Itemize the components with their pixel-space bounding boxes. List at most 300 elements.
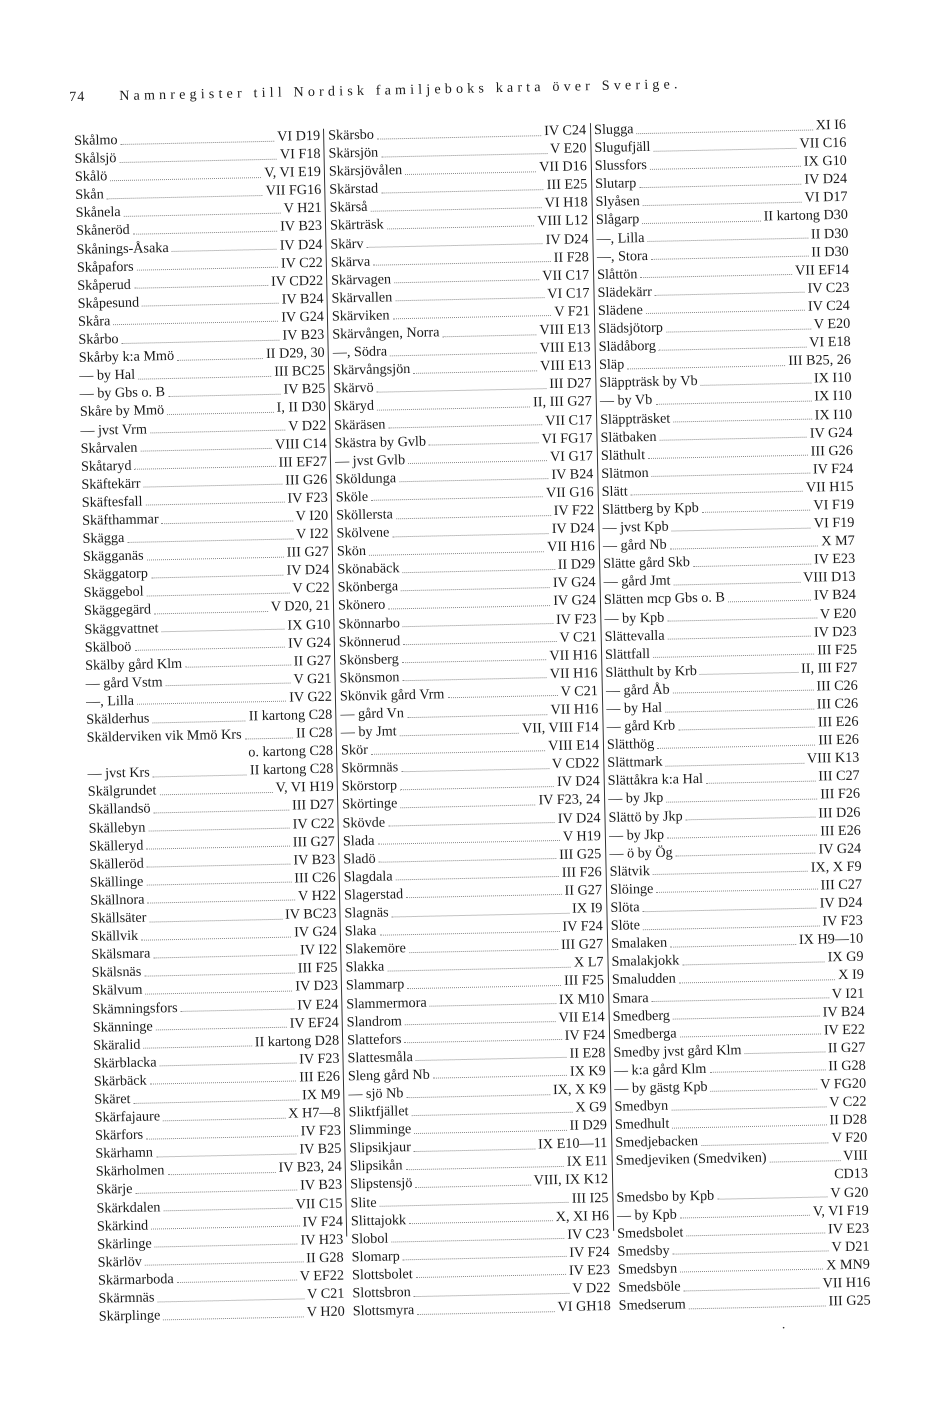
entry-map-reference: III G26	[285, 471, 328, 489]
entry-map-reference: o. kartong C28	[248, 742, 334, 761]
entry-map-reference: IV B23	[279, 218, 323, 236]
entry-name: Skärmarboda	[97, 1271, 174, 1289]
leader-dots	[142, 301, 279, 307]
leader-dots	[686, 1231, 825, 1237]
leader-dots	[367, 241, 543, 248]
entry-name: Slätmon	[601, 464, 649, 482]
leader-dots	[146, 1133, 298, 1139]
entry-name: Släthult	[600, 446, 646, 464]
entry-name: Skåpafors	[76, 258, 134, 276]
entry-map-reference: III BC25	[274, 362, 326, 381]
entry-name: Sleng gård Nb	[347, 1066, 430, 1085]
entry-map-reference: VII C15	[295, 1195, 343, 1213]
entry-map-reference: IV B23, 24	[278, 1158, 342, 1177]
leader-dots	[145, 500, 284, 506]
entry-name: Slädåborg	[598, 337, 657, 356]
entry-name: Skärva	[330, 253, 371, 271]
leader-dots	[146, 844, 290, 850]
leader-dots	[728, 598, 811, 603]
entry-name: — gård Jmt	[603, 572, 671, 591]
leader-dots	[657, 742, 815, 748]
entry-name: Slattesmåla	[347, 1048, 414, 1067]
leader-dots	[144, 970, 295, 976]
entry-map-reference: VII C17	[542, 266, 590, 284]
leader-dots	[648, 453, 808, 459]
entry-map-reference: IV H23	[300, 1231, 344, 1249]
entry-map-reference: VI C17	[547, 285, 590, 302]
leader-dots	[701, 1140, 829, 1146]
entry-name: — gård Nb	[602, 536, 667, 555]
entry-map-reference: V C21	[559, 628, 597, 646]
entry-name: Slite	[350, 1194, 377, 1211]
entry-map-reference: II D30	[810, 225, 849, 243]
entry-map-reference: IV D24	[556, 773, 600, 791]
leader-dots	[676, 851, 816, 857]
entry-map-reference: IV B23	[293, 851, 336, 869]
leader-dots	[700, 670, 798, 675]
entry-map-reference: V C22	[292, 580, 330, 597]
entry-map-reference: VI FG17	[541, 429, 593, 447]
entry-map-reference: III C26	[816, 677, 858, 695]
entry-name: Skäfthammar	[81, 511, 159, 529]
entry-name: Skäftesfall	[81, 493, 143, 511]
leader-dots	[702, 507, 811, 512]
entry-name: Skänninge	[92, 1018, 153, 1036]
entry-map-reference: II, III F27	[800, 659, 858, 677]
entry-name: Smedsböle	[618, 1278, 681, 1296]
entry-name: Skåtaryd	[80, 457, 132, 475]
entry-name: Skärkind	[96, 1217, 149, 1235]
entry-name: Skörtinge	[342, 795, 398, 813]
leader-dots	[643, 905, 817, 912]
entry-name: — jvst Vrm	[80, 420, 148, 439]
entry-name: Skäggegärd	[83, 601, 152, 620]
entry-map-reference: II kartong C28	[248, 706, 333, 725]
leader-dots	[407, 712, 548, 718]
entry-map-reference: IV G24	[809, 424, 853, 442]
entry-map-reference: VI GH18	[557, 1298, 611, 1316]
entry-name: Smedhult	[614, 1115, 670, 1134]
entry-map-reference: V D22	[572, 1279, 611, 1297]
leader-dots	[153, 772, 247, 777]
leader-dots	[745, 1050, 826, 1055]
entry-name: Smedsbolet	[617, 1224, 684, 1242]
leader-dots	[689, 1303, 826, 1309]
entry-map-reference: II F28	[553, 248, 589, 266]
leader-dots	[172, 247, 277, 252]
entry-map-reference: VIII E13	[540, 357, 592, 375]
entry-name: Slugga	[593, 121, 634, 139]
entry-map-reference: VIII K13	[806, 749, 860, 768]
entry-name: Skärvången, Norra	[332, 324, 440, 343]
leader-dots	[680, 1032, 821, 1038]
entry-map-reference: CD13	[833, 1165, 869, 1183]
leader-dots	[447, 693, 557, 698]
leader-dots	[113, 319, 278, 325]
entry-name: Skönberga	[337, 578, 399, 596]
entry-map-reference: II G28	[306, 1249, 344, 1267]
entry-name: Skärbäck	[93, 1072, 147, 1090]
entry-name: Skäret	[94, 1090, 131, 1108]
entry-map-reference: IV B24	[551, 465, 594, 483]
leader-dots	[157, 1296, 304, 1302]
leader-dots	[673, 688, 814, 694]
leader-dots	[655, 290, 805, 296]
leader-dots	[706, 778, 815, 783]
entry-map-reference: V D21	[831, 1238, 870, 1256]
leader-dots	[417, 1309, 554, 1315]
entry-map-reference: IX G10	[287, 616, 331, 634]
entry-name: Skämningsfors	[92, 999, 178, 1018]
entry-name: Smedjeviken (Smedviken)	[615, 1150, 767, 1170]
leader-dots	[643, 923, 820, 930]
entry-name: Slipstensjö	[349, 1175, 413, 1193]
leader-dots	[154, 609, 268, 614]
leader-dots	[149, 916, 282, 922]
leader-dots	[686, 815, 816, 821]
entry-name: Skärholmen	[95, 1162, 165, 1181]
entry-name: Skäräsen	[334, 416, 386, 434]
entry-name: Skärvö	[333, 380, 374, 397]
entry-name: — by Gbs o. B	[79, 384, 166, 403]
entry-map-reference: V C22	[829, 1093, 867, 1111]
entry-name: Skällsäter	[90, 909, 147, 927]
entry-name: — gård Krb	[606, 717, 676, 736]
entry-name: Skägganäs	[82, 547, 144, 566]
entry-name: Skärsbo	[327, 126, 375, 144]
index-entry	[99, 1303, 345, 1326]
entry-map-reference: II D29	[557, 556, 596, 574]
entry-name: Skönsberg	[338, 650, 399, 669]
entry-name: Skälboö	[84, 638, 132, 656]
entry-map-reference: V H19	[562, 827, 602, 845]
leader-dots	[163, 1206, 292, 1212]
leader-dots	[162, 518, 293, 524]
leader-dots	[127, 536, 293, 542]
leader-dots	[145, 989, 292, 995]
entry-name: Slammermora	[346, 994, 427, 1012]
entry-name: Släppträsket	[599, 410, 671, 428]
leader-dots	[406, 892, 561, 898]
entry-map-reference: IV B23	[300, 1177, 343, 1194]
leader-dots	[379, 856, 557, 863]
entry-map-reference: VI D17	[804, 189, 848, 207]
entry-map-reference: IX, X K9	[552, 1080, 607, 1099]
leader-dots	[680, 1267, 823, 1273]
entry-name: Slittajokk	[350, 1211, 407, 1230]
entry-name: — ö by Ög	[609, 844, 673, 862]
leader-dots	[679, 977, 836, 983]
entry-name: Slättmark	[607, 754, 663, 772]
entry-map-reference: VII C16	[799, 134, 847, 152]
leader-dots	[412, 1109, 573, 1115]
leader-dots	[185, 663, 291, 668]
leader-dots	[134, 283, 268, 289]
entry-name: Slaka	[344, 922, 377, 940]
entry-map-reference: V E20	[813, 315, 851, 333]
entry-name: Slottsmyra	[352, 1302, 415, 1320]
entry-name: — jvst Krs	[87, 764, 150, 783]
entry-map-reference: IV F23	[298, 1050, 340, 1068]
leader-dots	[666, 326, 811, 332]
leader-dots	[701, 380, 811, 385]
entry-map-reference: IV E22	[823, 1021, 866, 1039]
leader-dots	[377, 404, 530, 410]
leader-dots	[409, 1218, 553, 1224]
leader-dots	[392, 910, 570, 917]
leader-dots	[147, 862, 291, 868]
entry-map-reference: III F25	[563, 972, 605, 990]
entry-map-reference: IX M9	[301, 1086, 341, 1104]
leader-dots	[401, 585, 550, 591]
entry-name: Slipsikån	[349, 1157, 403, 1175]
entry-name: Skärplinge	[98, 1307, 161, 1325]
leader-dots	[442, 332, 536, 337]
entry-map-reference: IV E23	[827, 1220, 870, 1238]
leader-dots	[379, 929, 559, 936]
entry-name: Skärje	[96, 1181, 133, 1199]
leader-dots	[159, 790, 272, 795]
leader-dots	[147, 554, 284, 560]
page-header	[69, 75, 789, 106]
leader-dots	[154, 808, 290, 814]
leader-dots	[134, 645, 285, 651]
leader-dots	[619, 1177, 831, 1183]
entry-map-reference: IV G24	[287, 634, 331, 652]
leader-dots	[684, 1285, 820, 1291]
entry-map-reference: VI F19	[813, 514, 855, 532]
entry-map-reference: X L7	[573, 954, 604, 971]
entry-name: Slugufjäll	[594, 138, 651, 157]
entry-name: Smedberg	[612, 1007, 671, 1025]
leader-dots	[152, 718, 245, 723]
leader-dots	[652, 995, 829, 1002]
entry-map-reference: IX E10—11	[537, 1135, 608, 1153]
entry-map-reference: IX M10	[558, 990, 605, 1008]
entry-name: Slätten mcp Gbs o. B	[603, 589, 726, 609]
entry-name: Sköle	[335, 488, 369, 506]
entry-map-reference: VII H15	[805, 478, 854, 496]
entry-name: Smedsby	[617, 1242, 670, 1260]
entry-name: Skövde	[342, 814, 386, 832]
entry-name: — by Kpb	[616, 1206, 677, 1224]
leader-dots	[405, 169, 536, 175]
entry-name: Sladö	[343, 850, 376, 868]
entry-map-reference: III F25	[817, 641, 858, 659]
entry-map-reference: III D27	[549, 375, 592, 393]
entry-name: — by Jkp	[608, 826, 665, 844]
leader-dots	[369, 549, 544, 556]
leader-dots	[387, 223, 535, 229]
entry-map-reference: VII E14	[558, 1008, 605, 1026]
entry-map-reference: IV D23	[813, 623, 857, 641]
entry-map-reference: III B25, 26	[788, 351, 852, 370]
entry-name: Slagerstad	[343, 886, 404, 904]
leader-dots	[416, 1055, 567, 1061]
leader-dots	[407, 983, 561, 989]
index-entry	[619, 1292, 871, 1315]
leader-dots	[404, 1037, 561, 1043]
leader-dots	[680, 1213, 810, 1219]
leader-dots	[150, 1079, 297, 1085]
entry-name: Skålö	[74, 168, 108, 186]
leader-dots	[163, 1314, 304, 1320]
leader-dots	[138, 374, 271, 380]
entry-name: Slada	[342, 832, 375, 850]
leader-dots	[770, 1158, 841, 1162]
entry-name: Sköllersta	[335, 506, 394, 524]
entry-map-reference: IV E24	[297, 996, 339, 1013]
leader-dots	[153, 952, 297, 958]
entry-map-reference: II, III G27	[532, 393, 592, 411]
entry-name: Skällnora	[89, 891, 145, 909]
leader-dots	[668, 634, 811, 640]
entry-name: — by gästg Kpb	[614, 1078, 708, 1097]
entry-name: Slätbaken	[600, 428, 657, 446]
entry-name: Slandrom	[346, 1012, 403, 1031]
entry-map-reference: VI F18	[279, 145, 321, 163]
entry-map-reference: VIII E13	[539, 321, 591, 339]
entry-name: Släppträsk by Vb	[599, 373, 698, 392]
entry-name: Slätvik	[609, 862, 650, 880]
leader-dots	[402, 676, 546, 682]
leader-dots	[394, 278, 539, 284]
entry-name: Skäggvattnet	[84, 619, 159, 638]
entry-name: — gård Åb	[605, 681, 670, 699]
entry-name: Skästra by Gvlb	[334, 433, 427, 452]
entry-map-reference: IX I9	[571, 900, 603, 917]
entry-name: Skåre by Mmö	[79, 402, 165, 421]
entry-map-reference: VII EF14	[794, 261, 850, 279]
entry-map-reference: II D29	[569, 1117, 608, 1134]
entry-map-reference: I, II D30	[276, 399, 327, 417]
entry-map-reference: VII H16	[822, 1274, 871, 1292]
entry-map-reference: IV G24	[818, 840, 862, 858]
entry-name: — k:a gård Klm	[613, 1060, 707, 1079]
entry-name: Skälvum	[91, 982, 143, 1000]
entry-map-reference: VII, VIII F14	[521, 719, 599, 737]
leader-dots	[717, 1194, 827, 1199]
entry-name: Skälsnäs	[91, 964, 142, 982]
entry-map-reference: V G20	[830, 1184, 869, 1201]
entry-map-reference: III E26	[817, 713, 859, 731]
entry-map-reference: IV B24	[281, 290, 324, 308]
leader-dots	[381, 187, 544, 193]
entry-name: Skälsmara	[91, 945, 151, 963]
entry-map-reference: III D26	[818, 804, 861, 822]
entry-map-reference: VI H18	[544, 194, 588, 212]
leader-dots	[134, 464, 275, 470]
entry-map-reference: II kartong D30	[763, 207, 849, 226]
entry-map-reference: IV B25	[283, 381, 326, 398]
entry-map-reference: II G27	[827, 1039, 866, 1057]
entry-map-reference: IV CD22	[270, 272, 324, 290]
leader-dots	[401, 766, 549, 772]
leader-dots	[148, 898, 296, 904]
entry-map-reference: IX, X F9	[810, 858, 862, 876]
entry-map-reference: XI I6	[815, 116, 847, 134]
entry-name: Skälby gård Klm	[85, 655, 183, 674]
index-column-right	[594, 116, 871, 1315]
leader-dots	[388, 422, 542, 428]
entry-name: Skärså	[329, 199, 368, 216]
entry-map-reference: IV G22	[289, 688, 333, 706]
entry-name: Skärsjövålen	[328, 162, 403, 180]
leader-dots	[673, 417, 811, 423]
entry-map-reference: IV F24	[302, 1213, 344, 1231]
entry-name: Skärfajaure	[94, 1108, 161, 1126]
leader-dots	[650, 163, 801, 169]
entry-map-reference: III C26	[816, 695, 859, 713]
leader-dots	[150, 428, 285, 434]
entry-map-reference: II kartong D28	[254, 1032, 340, 1051]
leader-dots	[653, 652, 814, 658]
leader-dots	[666, 761, 804, 767]
entry-name: Slättberg by Kpb	[601, 499, 699, 518]
entry-map-reference: X, XI H6	[555, 1207, 609, 1225]
leader-dots	[414, 1128, 566, 1134]
leader-dots	[665, 706, 814, 712]
leader-dots	[672, 525, 811, 531]
entry-name: Slädene	[597, 302, 643, 319]
entry-map-reference: VII D16	[539, 158, 588, 176]
leader-dots	[430, 1001, 556, 1007]
leader-dots	[672, 1122, 826, 1128]
leader-dots	[406, 1164, 564, 1170]
leader-dots	[670, 942, 796, 948]
entry-map-reference: IV B25	[299, 1140, 342, 1158]
leader-dots	[371, 748, 545, 755]
leader-dots	[653, 869, 808, 875]
entry-map-reference: IX I10	[813, 370, 852, 387]
entry-map-reference: IV D24	[545, 230, 589, 248]
entry-map-reference: IV F24	[564, 1026, 606, 1044]
entry-name: Skålmo	[74, 132, 118, 149]
entry-map-reference: IV G24	[553, 592, 597, 610]
entry-map-reference: IV B24	[822, 1003, 865, 1021]
entry-map-reference: V, VI E19	[264, 163, 322, 182]
leader-dots	[135, 1187, 297, 1193]
entry-map-reference: VII G16	[545, 484, 594, 502]
entry-name: Slammarp	[345, 976, 405, 994]
entry-name: Skäftekärr	[81, 475, 141, 493]
leader-dots	[642, 219, 760, 224]
entry-name: — by Jmt	[340, 723, 397, 741]
entry-name: Skärvagen	[331, 271, 392, 289]
entry-name: — by Kpb	[604, 609, 665, 627]
leader-dots	[143, 1044, 251, 1049]
leader-dots	[110, 175, 261, 181]
entry-map-reference: III G26	[810, 442, 854, 460]
entry-map-reference: V, VI H19	[275, 779, 334, 797]
entry-name: Slyåsen	[595, 193, 640, 211]
entry-map-reference: II G27	[564, 882, 603, 899]
entry-map-reference: IV B24	[813, 587, 857, 604]
entry-map-reference: V, VI F19	[812, 1202, 869, 1220]
entry-map-reference: III C26	[294, 869, 336, 887]
entry-name: Skärkdalen	[96, 1198, 161, 1217]
entry-map-reference: V CD22	[551, 755, 600, 773]
entry-map-reference: IX I10	[814, 388, 852, 405]
leader-dots	[637, 127, 813, 134]
leader-dots	[147, 590, 290, 596]
entry-name: Skälderhus	[86, 710, 150, 728]
entry-name: Smedsbo by Kpb	[616, 1187, 715, 1206]
leader-dots	[640, 272, 792, 278]
entry-name: — by Hal	[606, 699, 663, 717]
leader-dots	[415, 1183, 530, 1188]
leader-dots	[400, 784, 554, 790]
